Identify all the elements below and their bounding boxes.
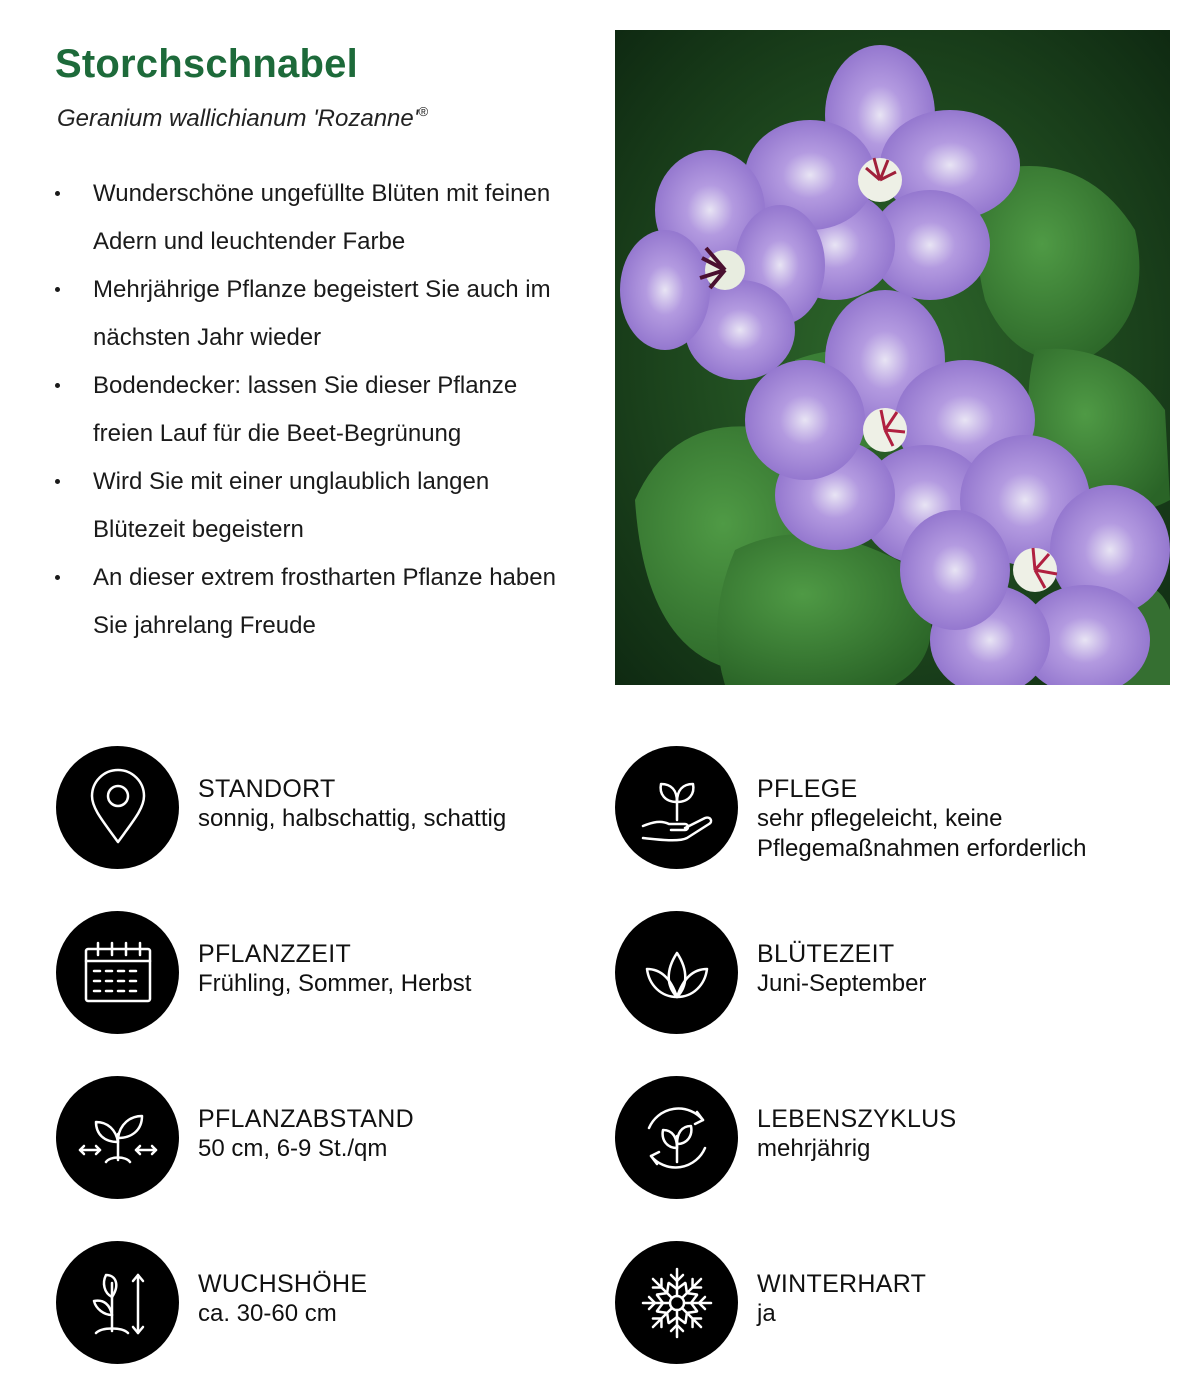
feature-bullet-list [55, 170, 575, 650]
feature-value: ca. 30-60 cm [198, 1300, 337, 1327]
lotus-flower-icon [615, 911, 738, 1034]
cycle-leaf-icon [615, 1076, 738, 1199]
snowflake-icon [615, 1241, 738, 1364]
calendar-icon [56, 911, 179, 1034]
bullet-text: Wunderschöne ungefüllte Blüten mit feinen Adern und leuchtender Farbe [93, 180, 551, 255]
feature-heading: BLÜTEZEIT [757, 940, 895, 968]
feature-heading: WUCHSHÖHE [198, 1270, 368, 1298]
bullet-dot [55, 383, 60, 388]
feature-winterhart [615, 1241, 1155, 1366]
feature-value: 50 cm, 6-9 St./qm [198, 1135, 388, 1162]
plant-height-icon [56, 1241, 179, 1364]
bullet-dot [55, 287, 60, 292]
feature-value: sehr pflegeleicht, keine Pflegemaßnahmen erforderlich [757, 805, 1087, 862]
feature-pflanzabstand [56, 1076, 596, 1201]
botanical-name [57, 104, 428, 133]
feature-pflanzzeit [56, 911, 596, 1036]
feature-heading: LEBENSZYKLUS [757, 1105, 957, 1133]
location-pin-icon [56, 746, 179, 869]
feature-pflege [615, 746, 1155, 871]
page-title: Storchschnabel [55, 42, 358, 86]
hand-plant-icon [615, 746, 738, 869]
bullet-dot [55, 575, 60, 580]
feature-value: mehrjährig [757, 1135, 871, 1162]
bullet-item [55, 170, 575, 266]
bullet-text: Bodendecker: lassen Sie dieser Pflanze freien Lauf für die Beet-Begrünung [93, 372, 518, 447]
feature-heading: STANDORT [198, 775, 336, 803]
feature-standort [56, 746, 596, 871]
bullet-item [55, 458, 575, 554]
feature-value: Frühling, Sommer, Herbst [198, 970, 472, 997]
bullet-item [55, 362, 575, 458]
feature-wuchshoehe [56, 1241, 596, 1366]
feature-value: sonnig, halbschattig, schattig [198, 805, 507, 832]
feature-heading: PFLANZABSTAND [198, 1105, 414, 1133]
geranium-flowers-illustration [615, 30, 1170, 685]
feature-value: Juni-September [757, 970, 927, 997]
bullet-text: An dieser extrem frostharten Pflanze haben Sie jahrelang Freude [93, 564, 556, 639]
feature-lebenszyklus [615, 1076, 1155, 1201]
feature-heading: WINTERHART [757, 1270, 927, 1298]
sprout-spacing-icon [56, 1076, 179, 1199]
bullet-text: Mehrjährige Pflanze begeistert Sie auch im nächsten Jahr wieder [93, 276, 551, 351]
feature-heading: PFLEGE [757, 775, 858, 803]
bullet-dot [55, 479, 60, 484]
feature-heading: PFLANZZEIT [198, 940, 352, 968]
bullet-item [55, 554, 575, 650]
bullet-text: Wird Sie mit einer unglaublich langen Blütezeit begeistern [93, 468, 490, 543]
botanical-name-text: Geranium wallichianum 'Rozanne' [57, 105, 419, 132]
feature-value: ja [757, 1300, 776, 1327]
product-photo [615, 30, 1170, 685]
bullet-item [55, 266, 575, 362]
registered-mark: ® [418, 104, 428, 119]
bullet-dot [55, 191, 60, 196]
feature-bluetezeit [615, 911, 1155, 1036]
